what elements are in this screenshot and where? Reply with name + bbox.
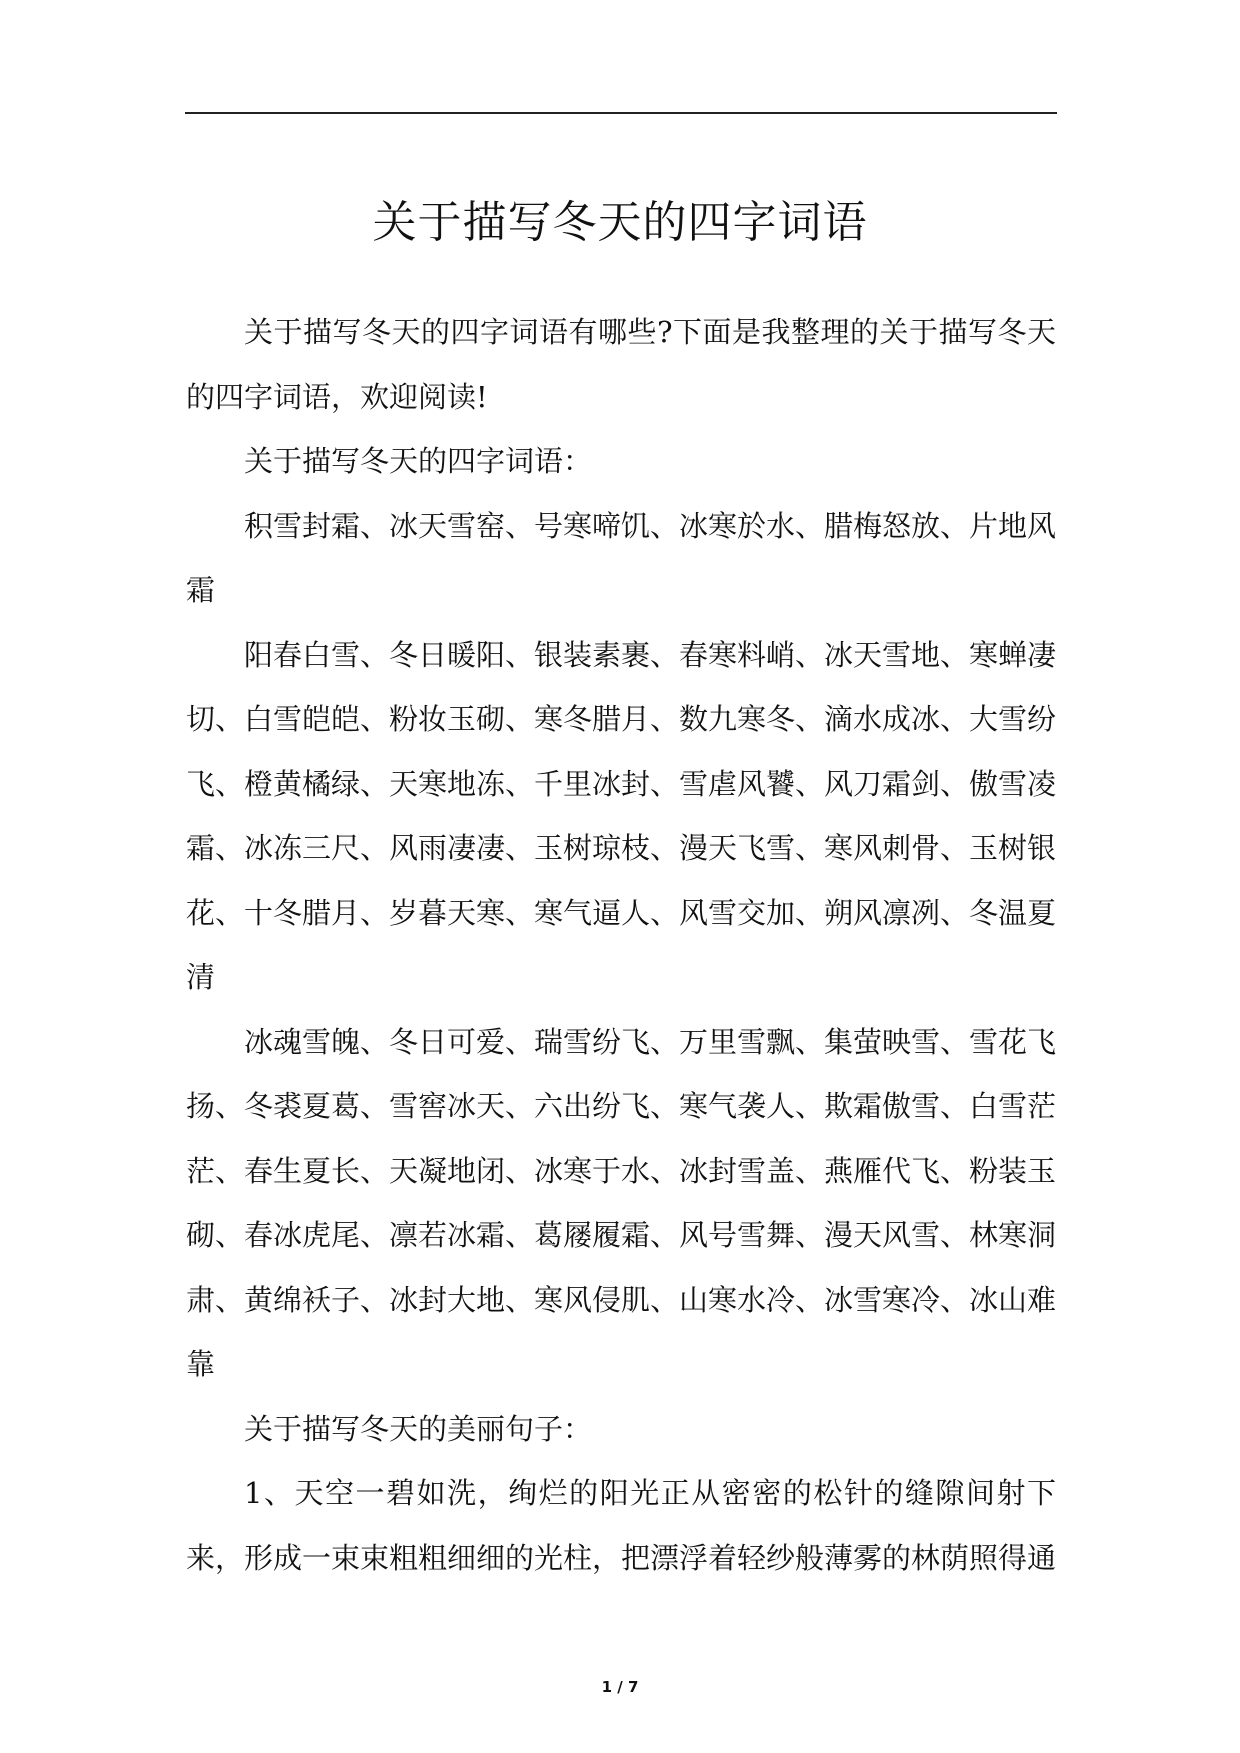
document-title: 关于描写冬天的四字词语 <box>372 197 868 248</box>
sentence-paragraph-1: 1、天空一碧如洗，绚烂的阳光正从密密的松针的缝隙间射下来，形成一束束粗粗细细的光柱，把漂浮着轻纱般薄雾的林荫照得通 <box>186 1476 1057 1575</box>
section-heading-sentences: 关于描写冬天的美丽句子： <box>244 1411 593 1446</box>
intro-paragraph: 关于描写冬天的四字词语有哪些?下面是我整理的关于描写冬天的四字词语，欢迎阅读! <box>186 315 1056 414</box>
document-body <box>186 300 1056 1590</box>
word-list-paragraph-3: 冰魂雪魄、冬日可爱、瑞雪纷飞、万里雪飘、集萤映雪、雪花飞扬、冬裘夏葛、雪窖冰天、六出纷飞、寒气袭人、欺霜傲雪、白雪茫茫、春生夏长、天凝地闭、冰寒于水、冰封雪盖、燕雁代飞、粉装玉砌、春冰虎尾、凛若冰霜、葛屦履霜、风号雪舞、漫天风雪、林寒洞肃、黄绵袄子、冰封大地、寒风侵肌、山寒水冷、冰雪寒冷、冰山难靠 <box>186 1024 1057 1381</box>
header-rule <box>185 112 1057 114</box>
word-list-paragraph-1: 积雪封霜、冰天雪窑、号寒啼饥、冰寒於水、腊梅怒放、片地风霜 <box>186 508 1057 607</box>
page-number: 1 / 7 <box>601 1678 639 1696</box>
section-heading-words: 关于描写冬天的四字词语： <box>244 444 593 478</box>
word-list-paragraph-2: 阳春白雪、冬日暖阳、银装素裹、春寒料峭、冰天雪地、寒蝉凄切、白雪皑皑、粉妆玉砌、寒冬腊月、数九寒冬、滴水成冰、大雪纷飞、橙黄橘绿、天寒地冻、千里冰封、雪虐风饕、风刀霜剑、傲雪凌霜、冰冻三尺、风雨凄凄、玉树琼枝、漫天飞雪、寒风刺骨、玉树银花、十冬腊月、岁暮天寒、寒气逼人、风雪交加、朔风凛冽、冬温夏清 <box>186 637 1057 994</box>
